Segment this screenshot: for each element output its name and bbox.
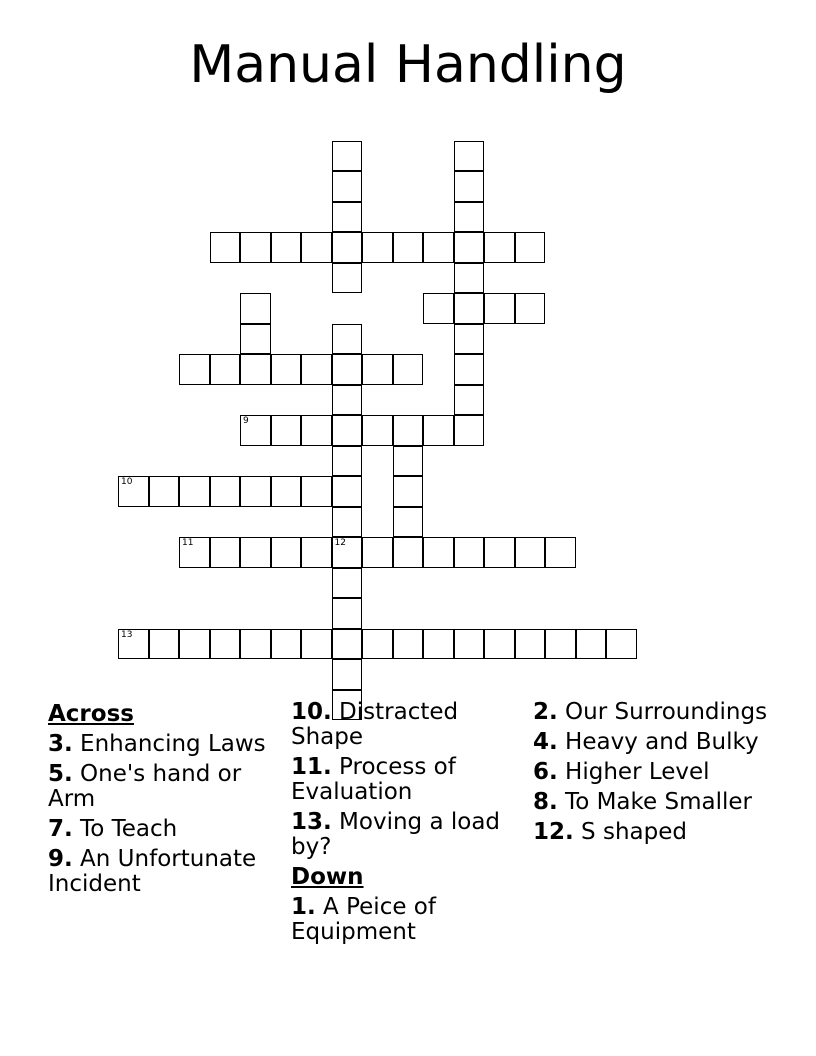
clue-down-12 — [533, 820, 768, 845]
cell-number: 13 — [121, 629, 133, 640]
clue-text: Our Surroundings — [557, 699, 768, 725]
grid-cell[interactable] — [454, 263, 485, 294]
clue-number: 10. — [291, 699, 332, 725]
grid-cell[interactable] — [393, 537, 424, 568]
grid-cell[interactable] — [362, 415, 393, 446]
grid-cell[interactable] — [393, 354, 424, 385]
grid-cell[interactable] — [393, 507, 424, 538]
grid-cell[interactable] — [332, 324, 363, 355]
grid-cell[interactable] — [454, 171, 485, 202]
grid-cell[interactable] — [271, 537, 302, 568]
grid-cell[interactable] — [301, 629, 332, 660]
grid-cell[interactable] — [393, 629, 424, 660]
clue-text: One's hand or Arm — [48, 761, 242, 812]
grid-cell[interactable] — [423, 293, 454, 324]
clue-down-6 — [533, 760, 768, 785]
clue-number: 2. — [533, 699, 558, 725]
grid-cell[interactable] — [332, 659, 363, 690]
clue-number: 3. — [48, 731, 73, 757]
grid-cell[interactable] — [606, 629, 637, 660]
grid-cell[interactable] — [210, 232, 241, 263]
clue-number: 9. — [48, 846, 73, 872]
grid-cell[interactable] — [393, 476, 424, 507]
grid-cell[interactable] — [515, 293, 546, 324]
grid-cell[interactable] — [454, 537, 485, 568]
grid-cell[interactable] — [515, 232, 546, 263]
clue-text: Moving a load by? — [291, 809, 501, 860]
grid-cell[interactable] — [362, 537, 393, 568]
grid-cell[interactable] — [179, 629, 210, 660]
clue-column-3 — [533, 700, 768, 850]
grid-cell[interactable] — [332, 354, 363, 385]
grid-cell[interactable] — [301, 354, 332, 385]
grid-cell[interactable] — [332, 141, 363, 172]
grid-cell[interactable] — [362, 354, 393, 385]
clue-text: A Peice of Equipment — [291, 894, 436, 945]
clue-number: 1. — [291, 894, 316, 920]
grid-cell[interactable] — [362, 232, 393, 263]
grid-cell[interactable] — [149, 629, 180, 660]
grid-cell[interactable] — [484, 293, 515, 324]
grid-cell[interactable] — [240, 232, 271, 263]
grid-cell[interactable] — [454, 415, 485, 446]
grid-cell[interactable] — [545, 629, 576, 660]
grid-cell[interactable] — [240, 415, 271, 446]
grid-cell[interactable] — [332, 476, 363, 507]
grid-cell[interactable] — [454, 354, 485, 385]
grid-cell[interactable] — [210, 354, 241, 385]
grid-cell[interactable] — [332, 263, 363, 294]
puzzle-title: Manual Handling — [189, 35, 627, 95]
grid-cell[interactable] — [545, 537, 576, 568]
grid-cell[interactable] — [484, 629, 515, 660]
grid-cell[interactable] — [515, 629, 546, 660]
grid-cell[interactable] — [393, 415, 424, 446]
clue-text: An Unfortunate Incident — [48, 846, 257, 897]
clue-down-4 — [533, 730, 768, 755]
grid-cell[interactable] — [423, 415, 454, 446]
grid-cell[interactable] — [332, 537, 363, 568]
clue-number: 8. — [533, 789, 558, 815]
grid-cell[interactable] — [271, 629, 302, 660]
clue-across-5 — [48, 762, 283, 812]
down-heading: Down — [291, 864, 364, 890]
clue-number: 12. — [533, 819, 574, 845]
clue-across-10 — [291, 700, 526, 750]
clue-number: 6. — [533, 759, 558, 785]
grid-cell[interactable] — [332, 385, 363, 416]
grid-cell[interactable] — [454, 293, 485, 324]
grid-cell[interactable] — [301, 537, 332, 568]
grid-cell[interactable] — [393, 446, 424, 477]
clue-column-2 — [291, 700, 526, 950]
grid-cell[interactable] — [454, 141, 485, 172]
grid-cell[interactable] — [271, 476, 302, 507]
clue-column-1 — [48, 700, 283, 902]
clue-down-1 — [291, 895, 526, 945]
grid-cell[interactable] — [271, 354, 302, 385]
grid-cell[interactable] — [332, 202, 363, 233]
grid-cell[interactable] — [240, 293, 271, 324]
clue-text: S shaped — [573, 819, 687, 845]
grid-cell[interactable] — [454, 385, 485, 416]
grid-cell[interactable] — [271, 415, 302, 446]
grid-cell[interactable] — [301, 415, 332, 446]
cell-number: 12 — [334, 538, 346, 548]
clue-down-2 — [533, 700, 768, 725]
grid-cell[interactable] — [332, 568, 363, 599]
grid-cell[interactable] — [301, 232, 332, 263]
grid-cell[interactable] — [454, 629, 485, 660]
grid-cell[interactable] — [362, 629, 393, 660]
cell-number: 9 — [243, 416, 249, 426]
grid-cell[interactable] — [149, 476, 180, 507]
grid-cell[interactable] — [393, 232, 424, 263]
clue-text: To Teach — [72, 816, 178, 842]
clue-text: Heavy and Bulky — [557, 729, 759, 755]
grid-cell[interactable] — [301, 476, 332, 507]
grid-cell[interactable] — [210, 476, 241, 507]
clue-text: Enhancing Laws — [72, 731, 266, 757]
grid-cell[interactable] — [423, 232, 454, 263]
grid-cell[interactable] — [179, 476, 210, 507]
clue-across-13 — [291, 810, 526, 860]
clue-down-8 — [533, 790, 768, 815]
clue-text: To Make Smaller — [557, 789, 752, 815]
grid-cell[interactable] — [332, 232, 363, 263]
grid-cell[interactable] — [271, 232, 302, 263]
clue-across-11 — [291, 755, 526, 805]
grid-cell[interactable] — [118, 629, 149, 660]
clue-number: 5. — [48, 761, 73, 787]
grid-cell[interactable] — [240, 354, 271, 385]
grid-cell[interactable] — [332, 629, 363, 660]
grid-cell[interactable] — [240, 324, 271, 355]
clue-text: Higher Level — [557, 759, 710, 785]
grid-cell[interactable] — [240, 537, 271, 568]
grid-cell[interactable] — [332, 171, 363, 202]
clue-number: 11. — [291, 754, 332, 780]
grid-cell[interactable] — [179, 537, 210, 568]
grid-cell[interactable] — [484, 537, 515, 568]
clue-across-9 — [48, 847, 283, 897]
clue-number: 4. — [533, 729, 558, 755]
grid-cell[interactable] — [576, 629, 607, 660]
grid-cell[interactable] — [332, 507, 363, 538]
grid-cell[interactable] — [240, 629, 271, 660]
grid-cell[interactable] — [332, 598, 363, 629]
grid-cell[interactable] — [240, 476, 271, 507]
grid-cell[interactable] — [454, 232, 485, 263]
clue-number: 7. — [48, 816, 73, 842]
grid-cell[interactable] — [515, 537, 546, 568]
grid-cell[interactable] — [210, 629, 241, 660]
grid-cell[interactable] — [332, 415, 363, 446]
grid-cell[interactable] — [484, 232, 515, 263]
across-heading: Across — [48, 701, 134, 727]
cell-number: 11 — [182, 538, 194, 548]
grid-cell[interactable] — [179, 354, 210, 385]
grid-cell[interactable] — [332, 446, 363, 477]
clue-text: Distracted Shape — [291, 699, 459, 750]
clue-number: 13. — [291, 809, 332, 835]
grid-cell[interactable] — [423, 629, 454, 660]
clue-across-3 — [48, 732, 283, 757]
clue-across-7 — [48, 817, 283, 842]
cell-number: 10 — [121, 477, 133, 487]
grid-cell[interactable] — [118, 476, 149, 507]
grid-cell[interactable] — [454, 202, 485, 233]
clue-text: Process of Evaluation — [291, 754, 456, 805]
grid-cell[interactable] — [423, 537, 454, 568]
grid-cell[interactable] — [454, 324, 485, 355]
grid-cell[interactable] — [210, 537, 241, 568]
